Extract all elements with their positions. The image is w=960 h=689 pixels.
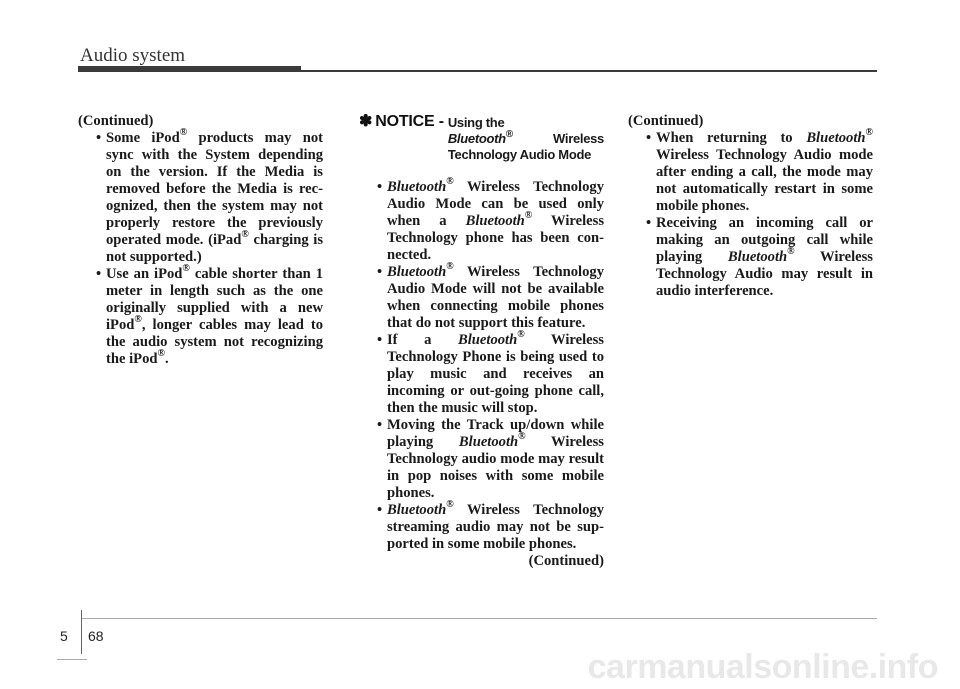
footer-rule xyxy=(81,618,877,619)
page-number: 68 xyxy=(88,628,104,644)
header-title: Audio system xyxy=(80,45,186,66)
list-item: • Bluetooth® Wireless Technology Audio Mode will not be available when connecting mobile phones that do not support this feature. xyxy=(359,264,604,332)
continued-label: (Continued) xyxy=(628,113,704,129)
footer-divider xyxy=(81,610,82,654)
list-item: • Bluetooth® Wireless Technology Audio Mode can be used only when a Bluetooth® Wireless Technology phone has been con-nected. xyxy=(359,179,604,264)
notice-heading xyxy=(359,113,604,163)
list-item: • When returning to Bluetooth® Wireless Technology Audio mode after ending a call, the mode may not automatically restart in some mobile phones. xyxy=(628,130,873,215)
continued-label: (Continued) xyxy=(78,113,154,129)
notice-star-icon: ✽ xyxy=(359,113,373,130)
continued-label: (Continued) xyxy=(528,553,604,569)
list-item: • If a Bluetooth® Wireless Technology Phone is being used to play music and receives an incoming or out-going phone call, then the music will stop. xyxy=(359,332,604,417)
column-1 xyxy=(78,113,323,368)
footer-rule-short xyxy=(57,659,87,660)
header-rule-thin xyxy=(301,70,877,72)
column-3 xyxy=(628,113,873,300)
notice-title: Using the Bluetooth® Wireless Technology Audio Mode xyxy=(447,115,604,162)
notice-label: NOTICE - xyxy=(375,113,444,130)
section-number: 5 xyxy=(60,628,68,644)
header-rule-thick xyxy=(78,66,301,72)
watermark: carmanualsonline.info xyxy=(587,648,938,686)
list-item: • Moving the Track up/down while playing Bluetooth® Wireless Technology audio mode may result in pop noises with some mobile phones. xyxy=(359,417,604,502)
list-item: • Use an iPod® cable shorter than 1 meter in length such as the one originally supplied with a new iPod®, longer cables may lead to the audio system not recognizing the iPod®. xyxy=(78,266,323,368)
column-2 xyxy=(359,113,604,570)
list-item: • Receiving an incoming call or making an outgoing call while playing Bluetooth® Wireless Technology Audio may result in audio interference. xyxy=(628,215,873,300)
list-item: • Bluetooth® Wireless Technology streaming audio may not be sup-ported in some mobile phones. xyxy=(359,502,604,553)
list-item: • Some iPod® products may not sync with the System depending on the version. If the Media is removed before the Media is rec-ognized, then the system may not properly restore the previously operated mode. (iPad® charging is not supported.) xyxy=(78,130,323,266)
